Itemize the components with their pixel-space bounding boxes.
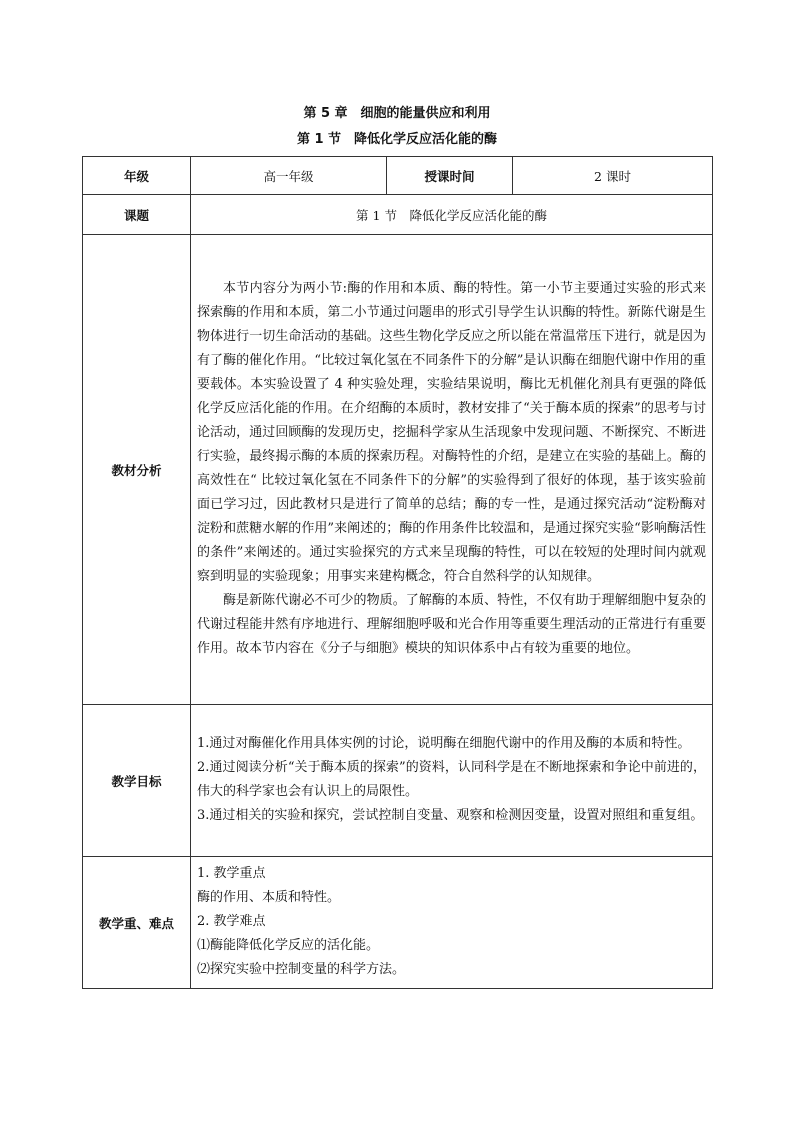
key-point-line: ⑵探究实验中控制变量的科学方法。	[197, 962, 406, 977]
topic-value: 第 1 节 降低化学反应活化能的酶	[191, 195, 713, 235]
topic-row	[83, 195, 713, 235]
objective-item: 2.通过阅读分析“关于酶本质的探索”的资料，认同科学是在不断地探索和争论中前进的，伟大的科学家也会有认识上的局限性。	[197, 760, 706, 799]
lesson-plan-table	[82, 156, 713, 989]
analysis-row	[83, 235, 713, 705]
analysis-paragraph-2: 酶是新陈代谢必不可少的物质。了解酶的本质、特性，不仅有助于理解细胞中复杂的代谢过程能井然有序地进行、理解细胞呼吸和光合作用等重要生理活动的正常进行有重要作用。故本节内容在《分子与细胞》模块的知识体系中占有较为重要的地位。	[197, 593, 706, 656]
key-point-line: 1. 教学重点	[197, 866, 266, 881]
key-point-line: 酶的作用、本质和特性。	[197, 890, 341, 905]
grade-row	[83, 157, 713, 195]
class-time-value: 2 课时	[513, 157, 713, 195]
key-points-row	[83, 857, 713, 989]
key-points-label: 教学重、难点	[83, 857, 191, 989]
objective-item: 3.通过相关的实验和探究，尝试控制自变量、观察和检测因变量，设置对照组和重复组。	[197, 808, 704, 823]
topic-label: 课题	[83, 195, 191, 235]
key-point-line: 2. 教学难点	[197, 914, 266, 929]
objectives-label: 教学目标	[83, 705, 191, 857]
objectives-content	[191, 705, 713, 857]
grade-label: 年级	[83, 157, 191, 195]
grade-value: 高一年级	[191, 157, 387, 195]
chapter-title: 第 5 章 细胞的能量供应和利用	[303, 106, 491, 121]
analysis-label: 教材分析	[83, 235, 191, 705]
key-points-content	[191, 857, 713, 989]
objective-item: 1.通过对酶催化作用具体实例的讨论，说明酶在细胞代谢中的作用及酶的本质和特性。	[197, 736, 691, 751]
section-title: 第 1 节 降低化学反应活化能的酶	[296, 132, 498, 147]
class-time-label: 授课时间	[387, 157, 513, 195]
analysis-paragraph-1: 本节内容分为两小节:酶的作用和本质、酶的特性。第一小节主要通过实验的形式来探索酶的作用和本质，第二小节通过问题串的形式引导学生认识酶的特性。新陈代谢是生物体进行一切生命活动的基础。这些生物化学反应之所以能在常温常压下进行，就是因为有了酶的催化作用。“比较过氧化氢在不同条件下的分解”是认识酶在细胞代谢中作用的重要载体。本实验设置了 4 种实验处理，实验结果说明，酶比无机催化剂具有更强的降低化学反应活化能的作用。在介绍酶的本质时，教材安排了“关于酶本质的探索”的思考与讨论活动，通过回顾酶的发现历史，挖掘科学家从生活现象中发现问题、不断探究、不断进行实验，最终揭示酶的本质的探索历程。对酶特性的介绍，是建立在实验的基础上。酶的高效性在“ 比较过氧化氢在不同条件下的分解”的实验得到了很好的体现，基于该实验前面已学习过，因此教材只是进行了简单的总结；酶的专一性，是通过探究活动“淀粉酶对淀粉和蔗糖水解的作用”来阐述的；酶的作用条件比较温和，是通过探究实验“影响酶活性的条件”来阐述的。通过实验探究的方式来呈现酶的特性，可以在较短的处理时间内就观察到明显的实验现象；用事实来建构概念，符合自然科学的认知规律。	[197, 281, 706, 584]
key-point-line: ⑴酶能降低化学反应的活化能。	[197, 938, 380, 953]
objectives-row	[83, 705, 713, 857]
analysis-content	[191, 235, 713, 705]
